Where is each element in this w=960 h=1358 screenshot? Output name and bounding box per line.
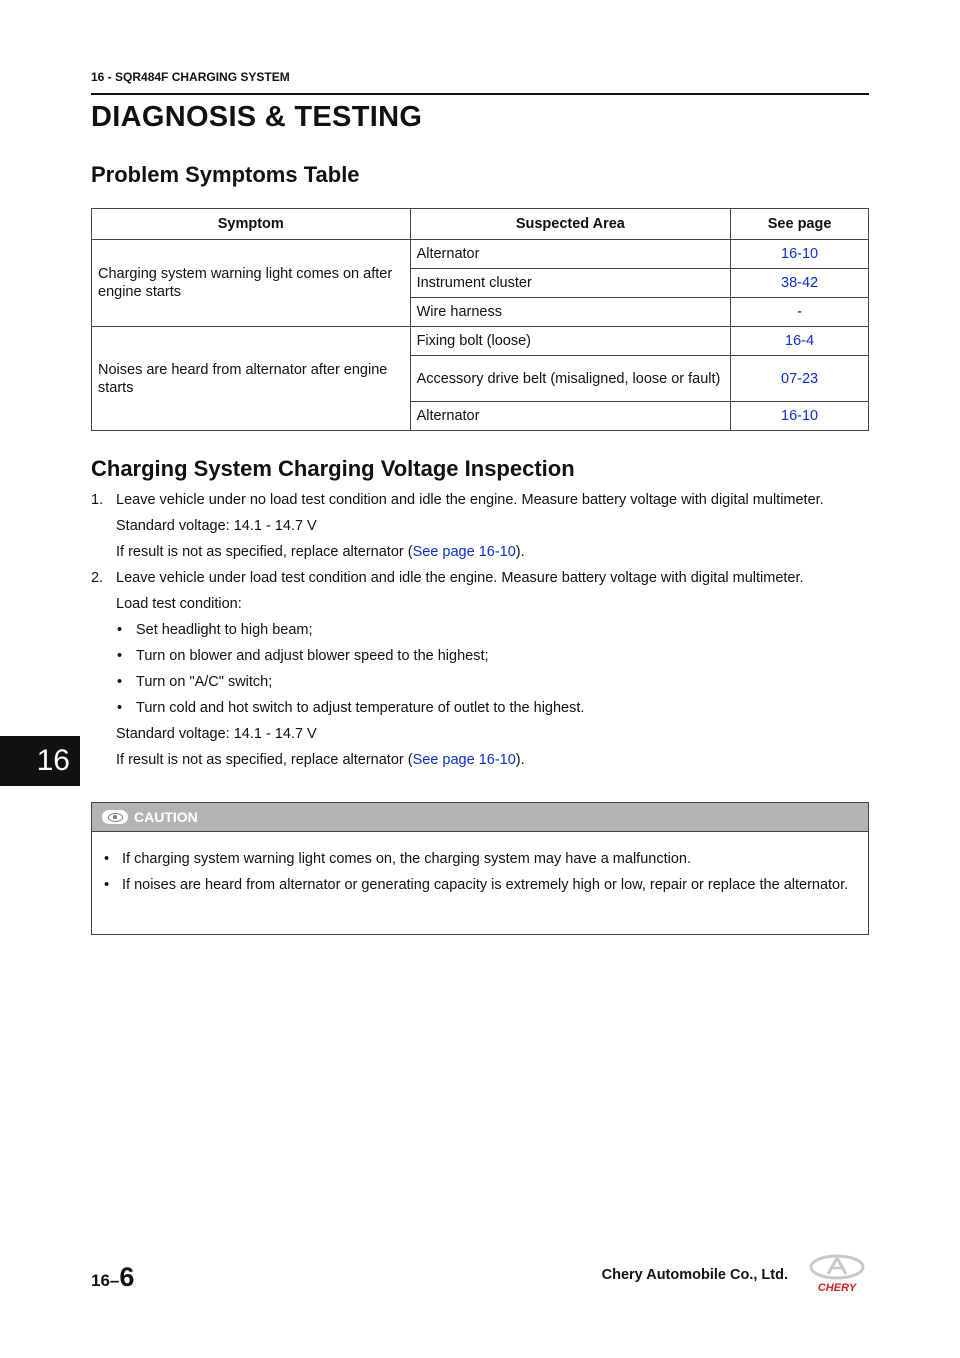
list-item-text: Turn on blower and adjust blower speed to the highest;: [136, 648, 489, 664]
column-header-symptom: Symptom: [92, 209, 411, 240]
page-section: 16–: [91, 1271, 120, 1290]
list-item-text: Set headlight to high beam;: [136, 622, 313, 638]
step-number: 1.: [91, 492, 104, 508]
result-note: [91, 543, 869, 561]
standard-voltage: Standard voltage: 14.1 - 14.7 V: [116, 726, 317, 742]
page-link[interactable]: 07-23: [731, 356, 869, 402]
chapter-tab: 16: [0, 736, 80, 786]
bullet-icon: •: [104, 851, 110, 867]
page-cell: -: [731, 298, 869, 327]
symptom-cell: Noises are heard from alternator after engine starts: [92, 327, 411, 431]
list-item: [91, 621, 869, 639]
area-cell: Alternator: [410, 240, 731, 269]
see-page-link[interactable]: See page 16-10: [412, 544, 516, 560]
bullet-icon: •: [104, 877, 110, 893]
eye-icon: [102, 810, 128, 824]
page-number: [91, 1262, 134, 1293]
bullet-icon: •: [117, 622, 123, 638]
load-condition-label: Load test condition:: [116, 596, 242, 612]
table-row: [92, 240, 869, 269]
page-link[interactable]: 16-4: [731, 327, 869, 356]
list-item: [91, 647, 869, 665]
page-link[interactable]: 16-10: [731, 240, 869, 269]
page-link[interactable]: 16-10: [731, 402, 869, 431]
column-header-see-page: See page: [731, 209, 869, 240]
result-text: If result is not as specified, replace alternator (: [116, 544, 413, 560]
caution-item-text: If noises are heard from alternator or generating capacity is extremely high or low, repair or replace the alternator.: [122, 877, 849, 893]
caution-body: [92, 832, 868, 894]
caution-item: [98, 876, 862, 894]
chery-logo: [806, 1254, 868, 1294]
result-text-end: ).: [515, 544, 525, 560]
page-index: 6: [119, 1262, 135, 1292]
running-header: 16 - SQR484F CHARGING SYSTEM: [91, 70, 290, 84]
step-number: 2.: [91, 570, 104, 586]
step-1: [91, 491, 869, 509]
area-cell: Instrument cluster: [410, 269, 731, 298]
list-item-text: Turn cold and hot switch to adjust temperature of outlet to the highest.: [136, 700, 585, 716]
bullet-icon: •: [117, 648, 123, 664]
symptoms-heading: Problem Symptoms Table: [91, 162, 360, 187]
header-divider: [91, 93, 869, 95]
step-text: Leave vehicle under no load test condition and idle the engine. Measure battery voltage with digital multimeter.: [116, 492, 824, 508]
caution-box: [91, 802, 869, 935]
inspection-heading: Charging System Charging Voltage Inspection: [91, 456, 575, 481]
list-item: [91, 673, 869, 691]
bullet-icon: •: [117, 700, 123, 716]
area-cell: Alternator: [410, 402, 731, 431]
caution-item-text: If charging system warning light comes on, the charging system may have a malfunction.: [122, 851, 691, 867]
caution-label: CAUTION: [134, 809, 198, 825]
area-cell: Fixing bolt (loose): [410, 327, 731, 356]
bullet-icon: •: [117, 674, 123, 690]
caution-header: [92, 803, 868, 832]
column-header-suspected-area: Suspected Area: [410, 209, 731, 240]
result-text-end: ).: [515, 752, 525, 768]
page-title: DIAGNOSIS & TESTING: [91, 101, 423, 133]
table-header-row: [92, 209, 869, 240]
result-note: [91, 751, 869, 769]
caution-item: [98, 850, 862, 868]
area-cell: Wire harness: [410, 298, 731, 327]
standard-voltage: Standard voltage: 14.1 - 14.7 V: [116, 518, 317, 534]
list-item: [91, 699, 869, 717]
area-cell: Accessory drive belt (misaligned, loose or fault): [410, 356, 731, 402]
table-row: [92, 327, 869, 356]
page-link[interactable]: 38-42: [731, 269, 869, 298]
inspection-steps: [91, 491, 869, 777]
step-2: [91, 569, 869, 587]
result-text: If result is not as specified, replace alternator (: [116, 752, 413, 768]
logo-text: CHERY: [817, 1282, 857, 1294]
step-text: Leave vehicle under load test condition and idle the engine. Measure battery voltage with digital multimeter.: [116, 570, 804, 586]
problem-symptoms-table: [91, 208, 869, 431]
list-item-text: Turn on "A/C" switch;: [136, 674, 273, 690]
see-page-link[interactable]: See page 16-10: [412, 752, 516, 768]
company-name: Chery Automobile Co., Ltd.: [601, 1267, 788, 1283]
symptom-cell: Charging system warning light comes on after engine starts: [92, 240, 411, 327]
